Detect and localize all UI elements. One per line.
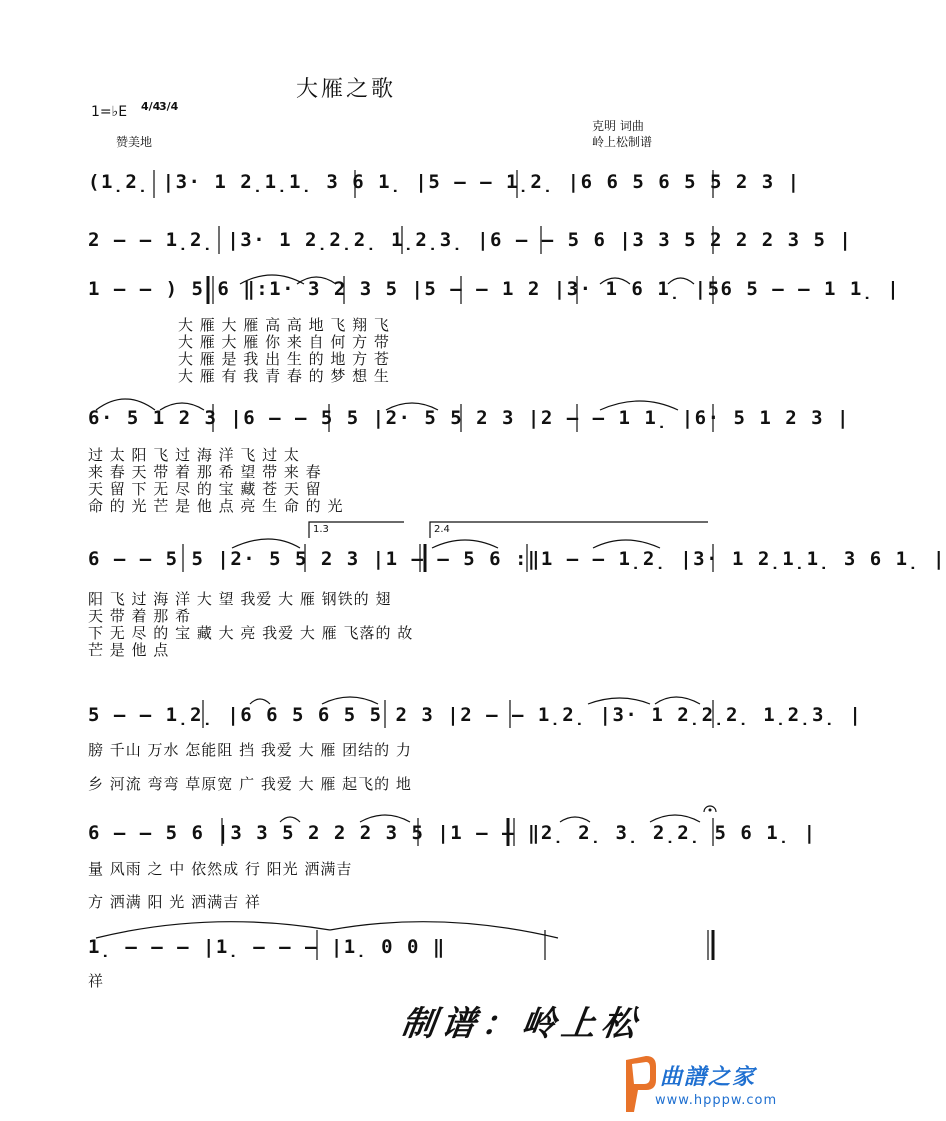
watermark-name: 曲譜之家 xyxy=(660,1065,757,1090)
lyric-line: 过 太 阳 飞 过 海 洋 飞 过 太 xyxy=(88,446,300,464)
lyric-line: 方 洒满 阳 光 洒满吉 祥 xyxy=(88,893,261,911)
score-row-5: 6 – – 5 5 |2· 5 5 2 3 |1 – – 5 6 :‖1 – – 1̣2̣ |3· 1 2̣1̣1̣ 3 6 1̣ | xyxy=(88,548,946,570)
arranger-signature: 制谱：岭上松 xyxy=(398,1004,645,1044)
watermark-url: www.hpppw.com xyxy=(655,1093,778,1108)
lyric-line: 大 雁 大 雁 你 来 自 何 方 带 xyxy=(178,333,390,351)
composer-credit: 克明 词曲 xyxy=(592,119,644,133)
score-row-7: 6 – – 5 6 |3 3 5 2 2 2 3 5 |1 – – ‖2̣ 2̣ 3̣ 2̣2̣ 5 6 1̣ | xyxy=(88,822,817,844)
lyric-line: 祥 xyxy=(88,972,105,990)
song-title: 大雁之歌 xyxy=(296,77,397,102)
lyric-line: 量 风雨 之 中 依然成 行 阳光 洒满吉 xyxy=(88,860,353,878)
lyric-line: 膀 千山 万水 怎能阻 挡 我爱 大 雁 团结的 力 xyxy=(88,741,412,759)
lyric-line: 下 无 尽 的 宝 藏 大 亮 我爱 大 雁 飞落的 故 xyxy=(88,624,414,642)
lyric-line: 大 雁 有 我 青 春 的 梦 想 生 xyxy=(178,367,390,385)
lyric-line: 乡 河流 弯弯 草原宽 广 我爱 大 雁 起飞的 地 xyxy=(88,775,412,793)
arranger-credit: 岭上松制谱 xyxy=(592,135,653,149)
lyric-line: 大 雁 大 雁 高 高 地 飞 翔 飞 xyxy=(178,316,390,334)
volta-2: 2.4 xyxy=(434,524,450,535)
volta-1: 1.3 xyxy=(313,524,329,535)
score-row-2: 2 – – 1̣2̣ |3· 1 2̣2̣2̣ 1̣2̣3̣ |6 – – 5 6 |3 3 5 2 2 2 3 5 | xyxy=(88,229,853,251)
score-row-6: 5 – – 1̣2̣ |6 6 5 6 5 5 2 3 |2 – – 1̣2̣ |3· 1 2̣2̣2̣ 1̣2̣3̣ | xyxy=(88,704,863,726)
lyric-line: 芒 是 他 点 xyxy=(88,641,170,659)
lyric-line: 天 带 着 那 希 xyxy=(88,607,192,625)
key-signature: 1=♭E xyxy=(91,104,128,120)
lyric-line: 大 雁 是 我 出 生 的 地 方 苍 xyxy=(178,350,390,368)
lyric-line: 命 的 光 芒 是 他 点 亮 生 命 的 光 xyxy=(88,497,344,515)
score-row-4: 6· 5 1 2 3 |6 – – 5 5 |2· 5 5 2 3 |2 – – 1 1̣ |6· 5 1 2 3 | xyxy=(88,407,850,429)
lyric-line: 阳 飞 过 海 洋 大 望 我爱 大 雁 钢铁的 翅 xyxy=(88,590,392,608)
score-row-3: 1 – – ) 5 6 ‖:1· 3 2 3 5 |5 – – 1 2 |3· 1 6 1̣ |56 5 – – 1 1̣ | xyxy=(88,278,901,300)
lyric-line: 天 留 下 无 尽 的 宝 藏 苍 天 留 xyxy=(88,480,322,498)
tempo-marking: 赞美地 xyxy=(116,135,153,149)
score-row-8: 1̣ – – – |1̣ – – – |1̣ 0 0 ‖ xyxy=(88,936,446,958)
lyric-line: 来 春 天 带 着 那 希 望 带 来 春 xyxy=(88,463,322,481)
time-signature-1: 4/4 xyxy=(141,100,161,113)
score-row-1: (1̣2̣ |3· 1 2̣1̣1̣ 3 6 1̣ |5 – – 1̣2̣ |6 6 5 6 5 5 2 3 | xyxy=(88,171,801,193)
time-signature-2: 3/4 xyxy=(159,100,179,113)
